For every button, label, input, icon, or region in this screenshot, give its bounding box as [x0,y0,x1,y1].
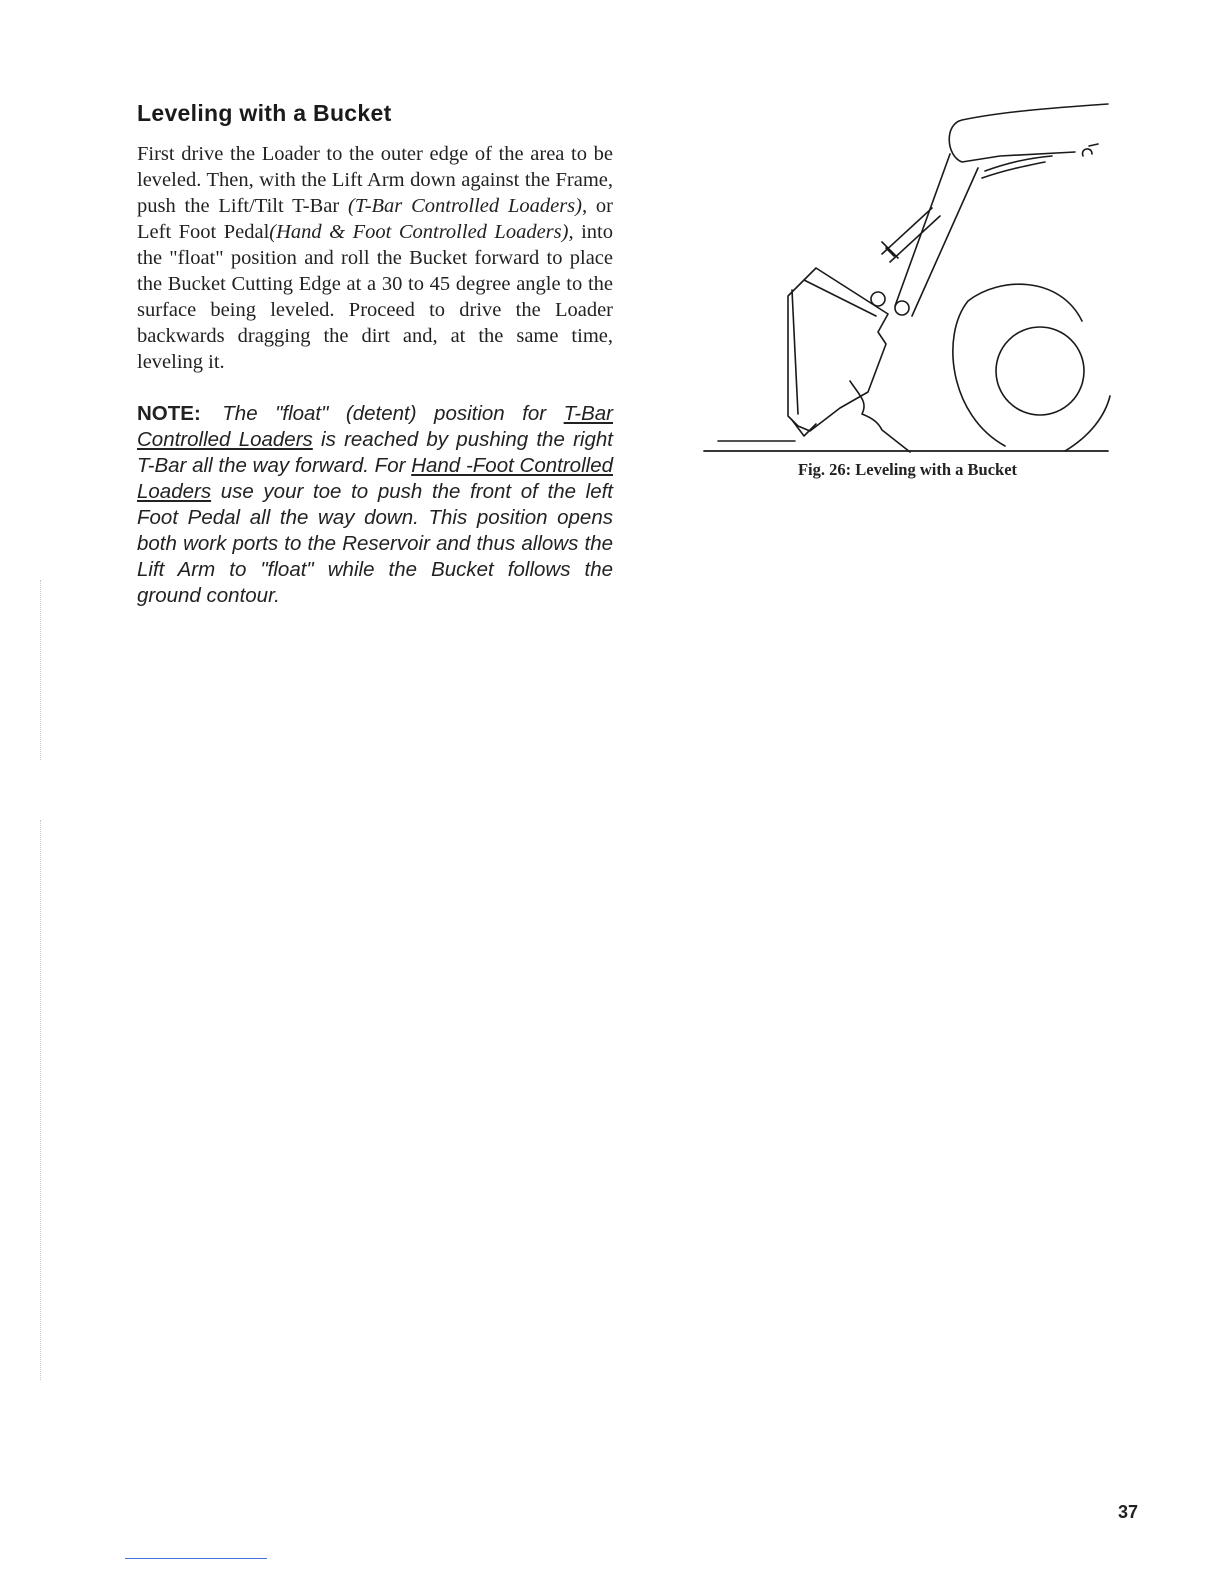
pivot-pin-2 [895,301,909,315]
note-text-3: use your toe to push the front of the left Foot Pedal all the way down. This position opens both work ports to the Reservoir and thus allows the Lift Arm to "float" while the Bucket follows the ground contour. [137,480,613,607]
scan-artifact-mark [40,820,41,1380]
body-italic-1: (T-Bar Controlled Loaders), [348,195,588,217]
loader-arm-left [895,154,950,306]
wheel-hub [996,327,1084,415]
footer-rule [125,1558,267,1559]
body-text-3: into the "float" position and roll the Bucket forward to place the Bucket Cutting Edge at a 30 to 45 degree angle to the surface being leveled. Proceed to drive the Loader backwards dragging the dirt and, at the same time, leveling it. [137,221,613,373]
bucket-inner-back [792,290,798,414]
note-paragraph [137,401,613,609]
note-label: NOTE: [137,402,201,425]
lift-arm-outline [949,104,1108,162]
dirt-mound [850,381,910,452]
note-text-1: The "float" (detent) position for [222,402,564,425]
note-underline-2: Hand -Foot Controlled Loaders [137,454,613,503]
linkage-mark [1083,144,1098,156]
scan-artifact-mark [40,580,41,760]
body-italic-2: (Hand & Foot Controlled Loaders), [269,221,574,243]
lift-arm-detail [985,156,1052,171]
instruction-paragraph [137,141,613,375]
bucket-leveling-illustration [700,96,1115,462]
figure-caption: Fig. 26: Leveling with a Bucket [797,460,1018,479]
bucket-outline [788,268,888,431]
loader-arm-right [912,168,978,316]
body-text-1: First drive the Loader to the outer edge of the area to be leveled. Then, with the Lift Arm down against the Frame, push the Lift/Tilt T-Bar [137,143,613,217]
page-number: 37 [1117,1502,1138,1522]
section-heading: Leveling with a Bucket [137,100,392,126]
tilt-cylinder [882,208,940,262]
lift-arm-detail-2 [982,162,1045,178]
note-underline-1: T-Bar Controlled Loaders [137,402,613,451]
bucket-inner-top [804,280,876,316]
tilt-cylinder-cap [882,242,898,258]
wheel-tire [953,284,1110,451]
note-text-2: is reached by pushing the right T-Bar all the way forward. For [137,428,613,477]
body-text-2: or Left Foot Pedal [137,195,614,243]
